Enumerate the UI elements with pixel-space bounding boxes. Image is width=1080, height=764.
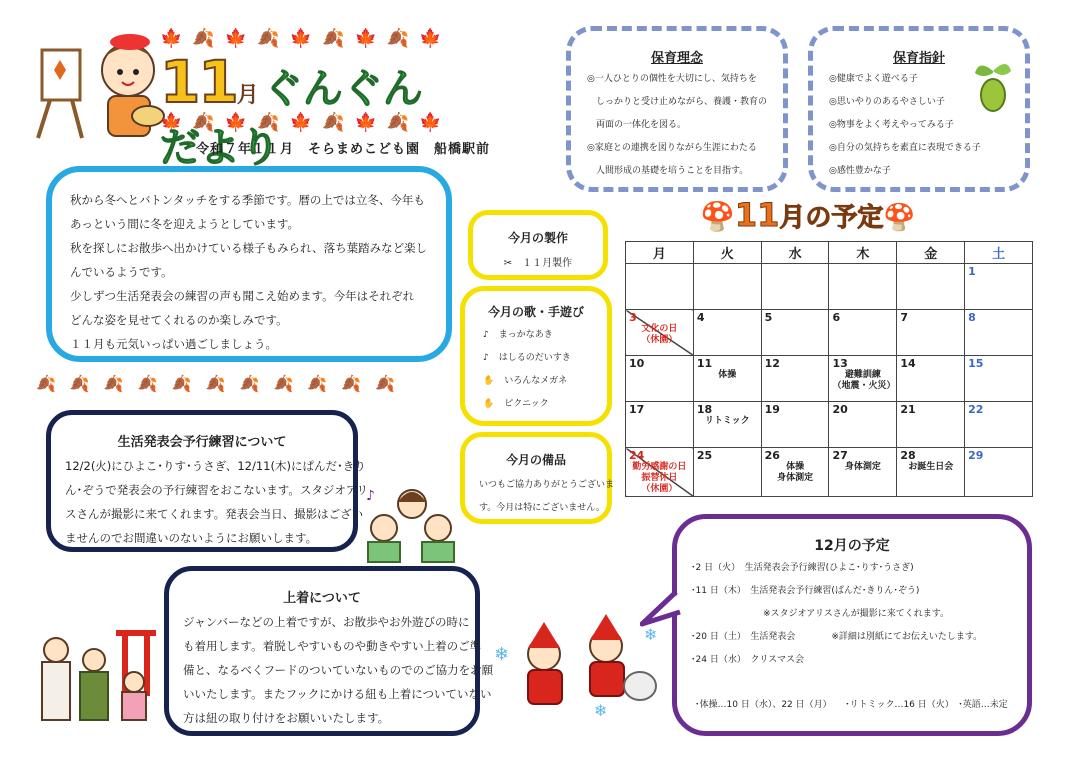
calendar-day-cell [626, 264, 694, 310]
song-title: まっかなあき [498, 330, 553, 340]
autumn-leaves-bottom-row: 🍁🍂🍁🍂🍁🍂🍁🍂🍁 [160, 112, 452, 133]
calendar-day-cell [897, 310, 965, 356]
philosophy-line: ◎一人ひとりの個性を大切にし、気持ちを [587, 74, 757, 84]
december-events [677, 555, 1027, 672]
calendar-date: 4 [696, 311, 705, 324]
calendar-day-cell [693, 310, 761, 356]
calendar-date: 18 [696, 403, 713, 416]
december-event: ･20 日（土） 生活発表会 ※詳細は別紙にてお伝えいたします。 [691, 632, 983, 642]
policy-title: 保育指針 [892, 51, 945, 66]
calendar-date: 19 [764, 403, 780, 416]
calendar-date: 1 [968, 265, 976, 278]
outerwear-box [164, 566, 494, 736]
intro-message-box [46, 166, 452, 362]
calendar-week-row [626, 264, 1033, 310]
song-item [483, 324, 607, 347]
calendar-date: 3 [629, 311, 637, 324]
intro-line: 少しずつ生活発表会の練習の声も聞こえ始めます。今年はそれぞれ [70, 289, 415, 303]
calendar-event: 文化の日 （休園） [641, 324, 678, 345]
calendar-day-cell [897, 402, 965, 448]
song-title: はしるのだいすき [498, 353, 571, 363]
december-event: ･24 日（水） クリスマス会 [691, 655, 804, 665]
song-item [483, 347, 607, 370]
artist-child-illustration [30, 30, 170, 142]
philosophy-box [566, 26, 788, 192]
rehearsal-line: ませんのでお間違いのないようにお願いします。 [65, 531, 318, 545]
calendar-week-row [626, 310, 1033, 356]
shichigosan-children-illustration [30, 624, 160, 728]
calendar-date: 21 [900, 403, 916, 416]
calendar-day-cell [829, 264, 897, 310]
mushroom-icon: 🍄 [883, 203, 916, 233]
rehearsal-line: ん･ぞうで発表会の予行練習をおこないます。スタジオアリ [65, 483, 369, 497]
calendar-week-row [626, 448, 1033, 497]
calendar-day-cell [897, 264, 965, 310]
title-month-number: 11 [160, 48, 237, 116]
december-event: ･2 日（火） 生活発表会予行練習(ひよこ･りす･うさぎ) [691, 563, 914, 573]
calendar-title [700, 196, 916, 240]
calendar-date: 15 [968, 357, 984, 370]
bean-sprout-icon [973, 57, 1013, 117]
calendar-day-cell [829, 402, 897, 448]
rehearsal-line: スさんが撮影に来てくれます。発表会当日、撮影はござい [65, 507, 364, 521]
calendar-day-cell [897, 356, 965, 402]
calendar-day-cell [693, 356, 761, 402]
calendar-weekday: 土 [965, 242, 1033, 264]
autumn-leaves-top-row: 🍁🍂🍁🍂🍁🍂🍁🍂🍁 [160, 28, 452, 49]
calendar-day-cell [761, 356, 829, 402]
calendar-event: 身体測定 [844, 462, 881, 472]
december-event: ･11 日（木） 生活発表会予行練習(ぱんだ･きりん･ぞう) [691, 586, 920, 596]
title-month-suffix: 月 [236, 83, 259, 108]
calendar-day-cell [626, 448, 694, 497]
supplies-text [465, 468, 615, 520]
outerwear-line: 備と、なるべくフードのついていないものでのご協力をお願 [183, 663, 494, 677]
calendar-day-cell [965, 264, 1033, 310]
calendar-date: 8 [968, 311, 976, 324]
calendar-day-cell [761, 448, 829, 497]
december-title: 12月の予定 [814, 538, 890, 554]
philosophy-title: 保育理念 [650, 51, 703, 66]
calendar-date: 12 [764, 357, 780, 370]
craft-title: 今月の製作 [507, 231, 568, 245]
calendar-day-cell [693, 402, 761, 448]
music-note-icon: ♪ [483, 353, 489, 363]
outerwear-line: いいたします。またフックにかける紐も上着についていない [183, 687, 492, 701]
calendar-date: 22 [968, 403, 984, 416]
calendar-date: 11 [696, 357, 713, 370]
calendar-weekday: 月 [626, 242, 694, 264]
song-title: いろんなメガネ [504, 376, 568, 386]
calendar-day-cell [626, 402, 694, 448]
outerwear-line: も着用します。着脱しやすいものや動きやすい上着のご準 [183, 639, 482, 653]
calendar-day-cell [965, 448, 1033, 497]
calendar-title-text: 月の予定 [779, 203, 884, 233]
santa-children-illustration [494, 610, 664, 724]
calendar-week-row [626, 402, 1033, 448]
calendar-date: 10 [629, 357, 645, 370]
intro-lines [52, 172, 446, 356]
calendar-day-cell [626, 356, 694, 402]
mushroom-icon: 🍄 [700, 200, 735, 233]
calendar-event: リトミック [704, 416, 750, 426]
subtitle-school-date: 令和７年１１月 そらまめこども園 船橋駅前 [196, 142, 491, 157]
calendar-date: 14 [900, 357, 916, 370]
songs-list [465, 320, 607, 416]
calendar-date: 7 [900, 311, 908, 324]
intro-line: どんな姿を見せてくれるのか楽しみです。 [70, 313, 288, 327]
calendar-day-cell [829, 356, 897, 402]
calendar-date: 25 [696, 449, 713, 462]
calendar-date: 6 [832, 311, 841, 324]
calendar-date: 27 [832, 449, 848, 462]
singing-children-illustration [362, 484, 462, 568]
calendar-weekday: 木 [829, 242, 897, 264]
hand-icon: ✋ [483, 376, 495, 386]
supplies-line: いつもご協力ありがとうございま [479, 480, 615, 490]
november-calendar [625, 241, 1033, 497]
outerwear-line: 方は紐の取り付けをお願いいたします。 [183, 711, 390, 725]
calendar-day-cell [897, 448, 965, 497]
calendar-date: 17 [629, 403, 645, 416]
calendar-date: 24 [629, 449, 645, 462]
calendar-date: 13 [832, 357, 848, 370]
calendar-day-cell [829, 310, 897, 356]
intro-line: んでいるようです。 [70, 265, 173, 279]
supplies-title: 今月の備品 [505, 453, 566, 467]
rehearsal-title: 生活発表会予行練習について [117, 435, 287, 450]
calendar-weekday: 水 [761, 242, 829, 264]
calendar-event: 体操 [718, 370, 737, 380]
songs-title: 今月の歌・手遊び [487, 305, 584, 319]
policy-item: ◎自分の気持ちを素直に表現できる子 [829, 143, 981, 153]
philosophy-line: ◎家庭との連携を図りながら生涯にわたる [587, 143, 757, 153]
song-item [483, 370, 607, 393]
monthly-songs-box [460, 286, 612, 426]
calendar-day-cell [965, 356, 1033, 402]
outerwear-text [169, 606, 494, 730]
calendar-date: 26 [764, 449, 780, 462]
calendar-day-cell [761, 402, 829, 448]
craft-item: ✂ １１月製作 [503, 258, 573, 269]
calendar-day-cell [693, 448, 761, 497]
calendar-title-number: 11 [734, 196, 780, 234]
intro-line: １１月も元気いっぱい過ごしましょう。 [70, 337, 277, 351]
intro-line: あっという間に冬を迎えようとしています。 [70, 217, 299, 231]
svg-text:❄: ❄ [494, 644, 510, 665]
svg-text:♪: ♪ [366, 488, 375, 504]
hand-icon: ✋ [483, 399, 495, 409]
outerwear-line: ジャンバーなどの上着ですが、お散歩やお外遊びの時に [183, 615, 470, 629]
monthly-craft-box [468, 210, 608, 280]
policy-box [808, 26, 1030, 192]
calendar-day-cell [761, 264, 829, 310]
philosophy-lines [571, 66, 783, 183]
calendar-weekday: 火 [693, 242, 761, 264]
svg-text:❄: ❄ [594, 701, 608, 720]
policy-item: ◎物事をよく考えやってみる子 [829, 120, 954, 130]
outerwear-title: 上着について [283, 591, 361, 606]
song-title: ピクニック [504, 399, 549, 409]
december-footer: ･体操…10 日（水）、22 日（月） ･リトミック…16 日（火） ･英語…未定 [695, 700, 1008, 710]
rehearsal-text [51, 450, 369, 550]
calendar-date: 20 [832, 403, 848, 416]
calendar-event: 勤労感謝の日 振替休日 （休園） [632, 462, 687, 494]
policy-item: ◎健康でよく遊べる子 [829, 74, 918, 84]
philosophy-line: しっかりと受け止めながら、養護・教育の [587, 97, 768, 107]
rehearsal-line: 12/2(火)にひよこ･りす･うさぎ、12/11(木)にぱんだ･きり [65, 459, 366, 473]
calendar-day-cell [829, 448, 897, 497]
calendar-event: お誕生日会 [908, 462, 954, 472]
rehearsal-box [46, 410, 369, 552]
philosophy-line: 人間形成の基礎を培うことを目指す。 [587, 166, 749, 176]
intro-line: 秋を探しにお散歩へ出かけている様子もみられ、落ち葉踏みなど楽し [70, 241, 428, 255]
policy-item: ◎思いやりのあるやさしい子 [829, 97, 945, 107]
calendar-day-cell [626, 310, 694, 356]
calendar-date: 29 [968, 449, 984, 462]
calendar-day-cell [965, 310, 1033, 356]
calendar-date: 28 [900, 449, 916, 462]
acorn-leaves-divider: 🍂🍂🍂🍂🍂🍂🍂🍂🍂🍂🍂 [36, 374, 410, 393]
calendar-day-cell [693, 264, 761, 310]
policy-item: ◎感性豊かな子 [829, 166, 891, 176]
calendar-day-cell [761, 310, 829, 356]
title-newsletter-name: ぐんぐんだより [160, 66, 423, 171]
calendar-event: 体操 身体測定 [777, 462, 814, 483]
calendar-week-row [626, 356, 1033, 402]
calendar-event: 避難訓練 （地震・火災） [832, 370, 896, 391]
philosophy-line: 両面の一体化を図る。 [587, 120, 687, 130]
svg-text:❄: ❄ [644, 625, 658, 644]
intro-line: 秋から冬へとバトンタッチをする季節です。暦の上では立冬、今年も [70, 193, 425, 207]
song-item [483, 393, 607, 416]
calendar-day-cell [965, 402, 1033, 448]
december-event: ※スタジオアリスさんが撮影に来てくれます。 [691, 609, 950, 619]
monthly-supplies-box [460, 432, 615, 524]
december-schedule-box [672, 514, 1032, 736]
calendar-weekday: 金 [897, 242, 965, 264]
supplies-line: す。今月は特にございません。 [479, 503, 605, 513]
calendar-date: 5 [764, 311, 773, 324]
music-note-icon: ♪ [483, 330, 489, 340]
